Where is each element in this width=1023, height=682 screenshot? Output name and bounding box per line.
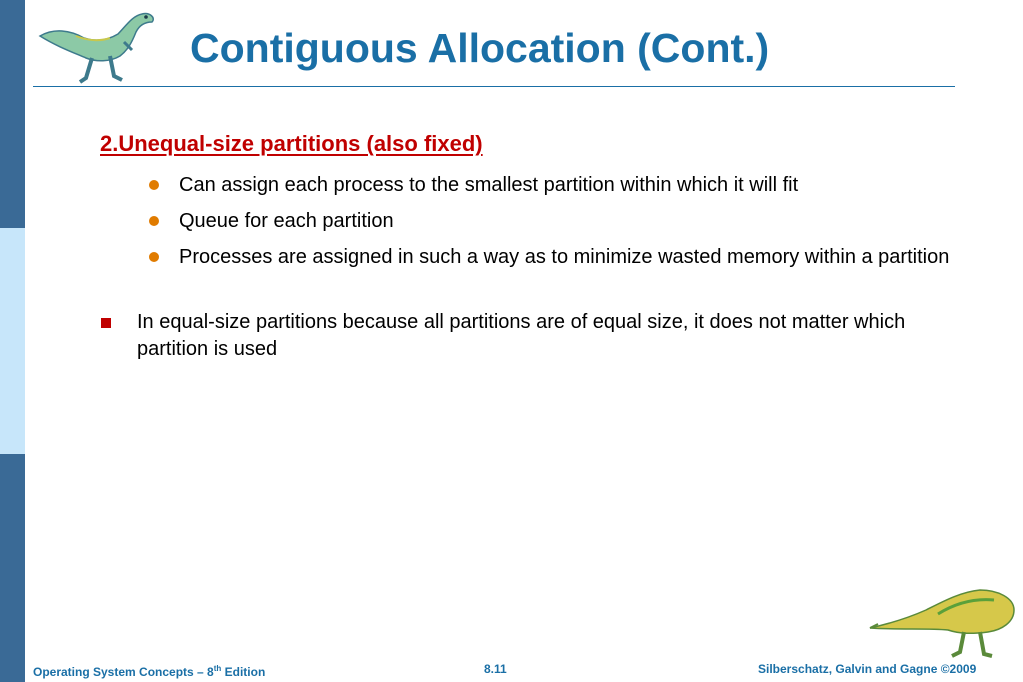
sidebar-dark-top bbox=[0, 0, 25, 228]
page-number: 8.11 bbox=[484, 662, 507, 676]
point-text: In equal-size partitions because all partitions are of equal size, it does not matter which partition is used bbox=[137, 311, 906, 360]
bullet-dot-icon bbox=[149, 180, 159, 190]
footer-book-suffix: Edition bbox=[221, 665, 266, 679]
footer-book-sup: th bbox=[213, 664, 222, 673]
footer-authors: Silberschatz, Galvin and Gagne ©2009 bbox=[758, 662, 977, 676]
footer-book-prefix: Operating System Concepts – 8 bbox=[33, 665, 214, 679]
bullet-text: Processes are assigned in such a way as to minimize wasted memory within a partition bbox=[179, 246, 950, 268]
sidebar-dark-bottom bbox=[0, 454, 25, 682]
bullet-dot-icon bbox=[149, 216, 159, 226]
square-bullet-icon bbox=[101, 318, 111, 328]
slide-title: Contiguous Allocation (Cont.) bbox=[190, 25, 770, 71]
bullet-text: Queue for each partition bbox=[179, 210, 394, 232]
footer-book-title bbox=[33, 664, 265, 679]
title-divider bbox=[33, 86, 955, 87]
dinosaur-icon bbox=[868, 584, 1018, 660]
sidebar-light-middle bbox=[0, 228, 25, 454]
dinosaur-icon bbox=[36, 6, 158, 86]
bullet-text: Can assign each process to the smallest partition within which it will fit bbox=[179, 174, 799, 196]
section-heading: 2.Unequal-size partitions (also fixed) bbox=[100, 131, 483, 156]
bullet-dot-icon bbox=[149, 252, 159, 262]
